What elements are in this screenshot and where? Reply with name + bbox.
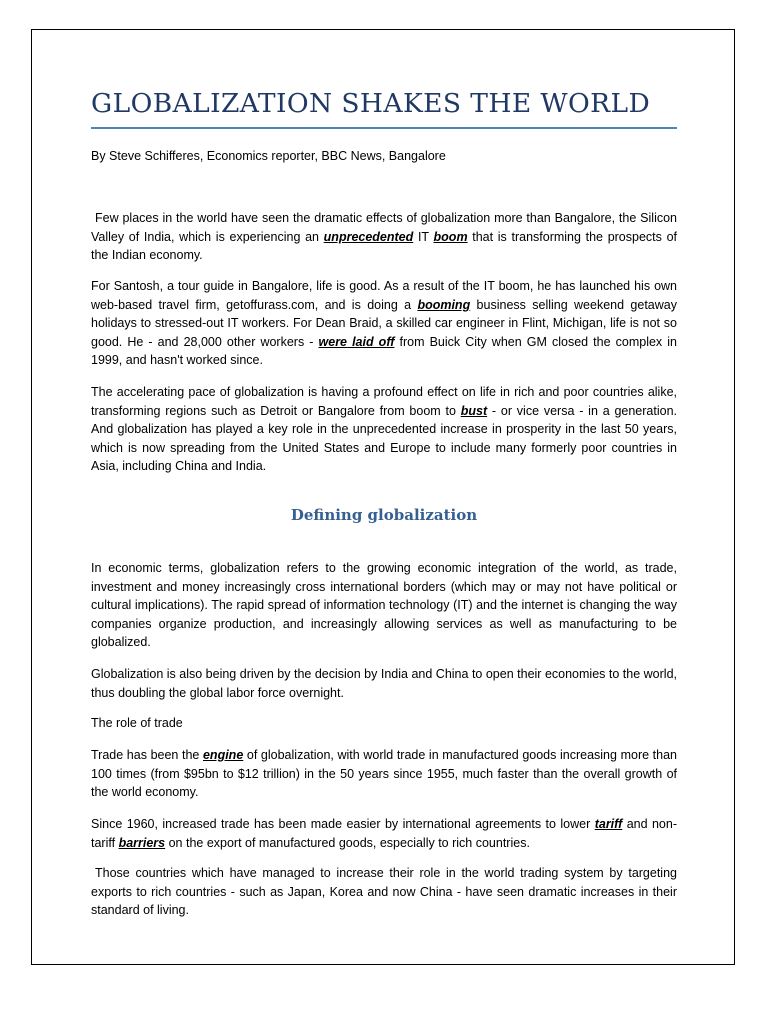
paragraph-8: Those countries which have managed to increase their role in the world trading system by targeting exports to rich countries - such as Japan, Korea and now China - have seen dramatic increases in their standard of living. xyxy=(91,866,677,918)
title-underline xyxy=(91,127,677,129)
paragraph-3 xyxy=(91,383,677,476)
paragraph-7-text-a: Since 1960, increased trade has been made easier by international agreements to lower xyxy=(91,817,595,831)
keyword-boom: boom xyxy=(433,229,468,244)
keyword-bust: bust xyxy=(460,403,488,418)
keyword-booming: booming xyxy=(417,297,471,312)
keyword-engine: engine xyxy=(202,748,244,762)
keyword-tariff: tariff xyxy=(594,817,623,831)
paragraph-3-text-b: - or vice versa - in a generation. And globalization has played a key role in the unprecedented increase in prosperity in the last 50 years, which is now spreading from the United States and Europe to include many formerly poor countries in Asia, including China and India. xyxy=(91,403,677,474)
paragraph-1-text-a: Few places in the world have seen the dramatic effects of globalization more than Bangalore, the Silicon Valley of India, which is experiencing an xyxy=(91,211,677,244)
keyword-unprecedented: unprecedented xyxy=(323,229,414,244)
paragraph-7-text-c: on the export of manufactured goods, especially to rich countries. xyxy=(165,835,530,850)
paragraph-1-text-b: IT xyxy=(413,229,434,244)
paragraph-6-text-b: of globalization, with world trade in manufactured goods increasing more than 100 times (from $95bn to $12 trillion) in the 50 years since 1955, much faster than the overall growth of the world economy. xyxy=(91,748,677,800)
keyword-barriers: barriers xyxy=(118,835,166,850)
paragraph-2-text-a: For Santosh, a tour guide in Bangalore, life is good. As a result of the IT boom, he has launched his own web-based travel firm, getoffurass.com, and is doing a xyxy=(91,279,677,312)
section-heading: Defining globalization xyxy=(290,506,478,524)
article-title: GLOBALIZATION SHAKES THE WORLD xyxy=(91,88,651,119)
paragraph-2-text-c: from Buick City when GM closed the complex in 1999, and hasn't worked since. xyxy=(91,334,677,368)
byline: By Steve Schifferes, Economics reporter, BBC News, Bangalore xyxy=(91,149,446,163)
paragraph-4: In economic terms, globalization refers to the growing economic integration of the world, as trade, investment and money increasingly cross international borders (which may or may not have political or cultural implications). The rapid spread of information technology (IT) and the internet is changing the way companies organize production, and increasingly allowing services as well as manufacturing to be globalized. xyxy=(91,561,677,650)
subheading-role-of-trade: The role of trade xyxy=(91,716,183,730)
paragraph-1 xyxy=(91,209,677,265)
paragraph-6-text-a: Trade has been the xyxy=(91,748,203,762)
paragraph-2-text-b: business selling weekend getaway holidays to stressed-out IT workers. For Dean Braid, a skilled car engineer in Flint, Michigan, life is not so good. He - and 28,000 other workers - xyxy=(91,297,677,349)
paragraph-7 xyxy=(91,815,677,852)
keyword-were-laid-off: were laid off xyxy=(318,334,395,349)
paragraph-3-text-a: The accelerating pace of globalization is having a profound effect on life in rich and poor countries alike, transforming regions such as Detroit or Bangalore from boom to xyxy=(91,385,677,418)
paragraph-1-text-c: that is transforming the prospects of the Indian economy. xyxy=(91,229,677,263)
paragraph-6 xyxy=(91,746,677,802)
paragraph-2 xyxy=(91,277,677,370)
paragraph-5: Globalization is also being driven by the decision by India and China to open their economies to the world, thus doubling the global labor force overnight. xyxy=(91,667,677,700)
paragraph-7-text-b: and non-tariff xyxy=(91,817,677,850)
